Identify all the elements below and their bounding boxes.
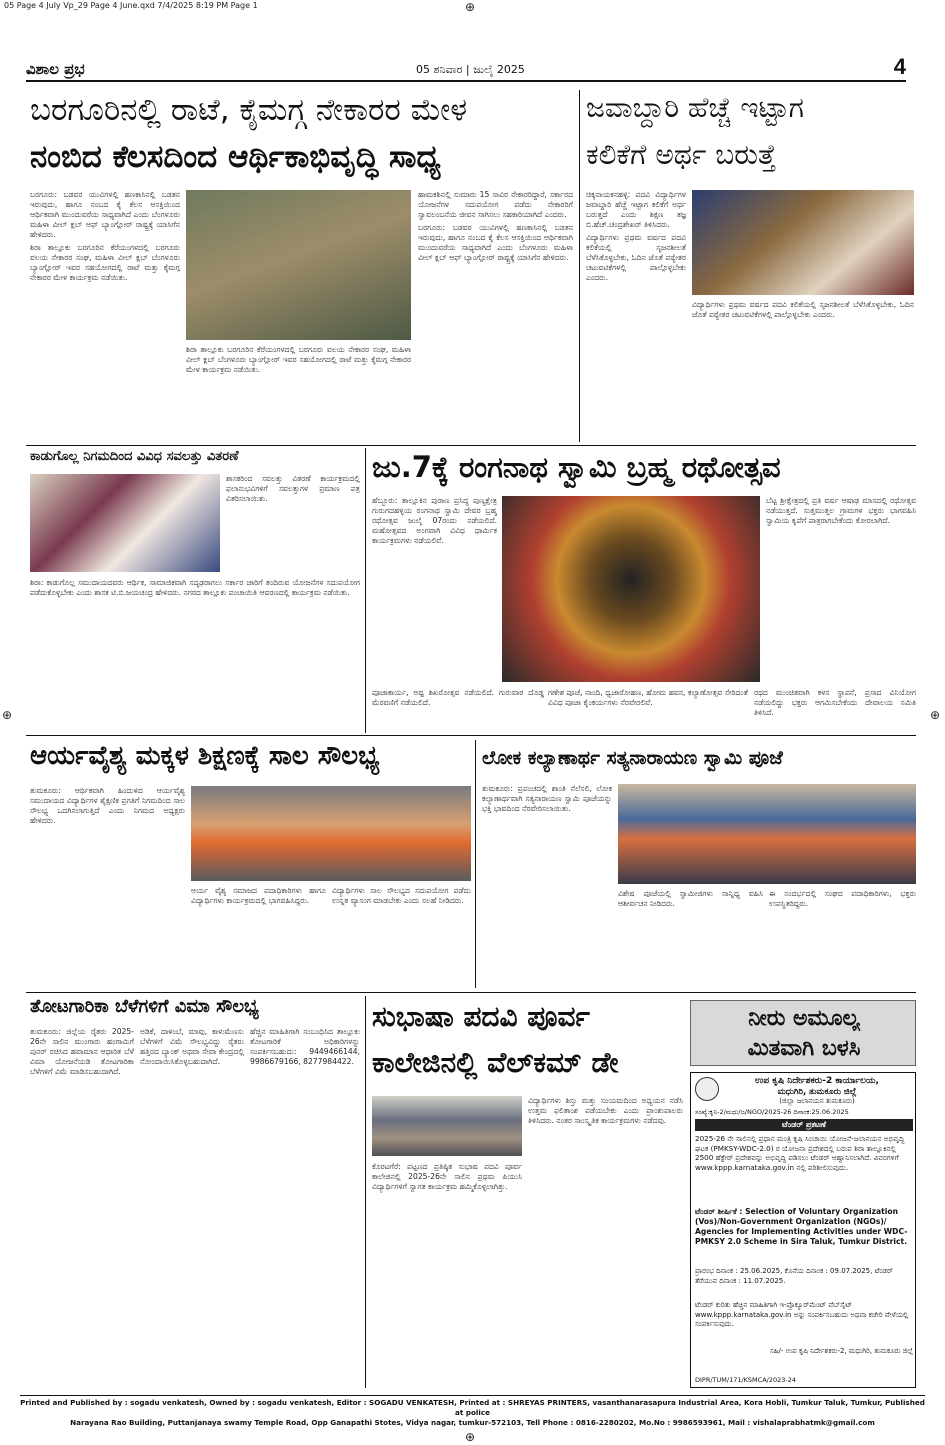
tender-signature: ಸಹಿ/- ಉಪ ಕೃಷಿ ನಿರ್ದೇಶಕರು-2, ಮಧುಗಿರಿ, ತುಮಕೂರು ಜಿಲ್ಲೆ — [769, 1347, 913, 1355]
tender-office-1: ಉಪ ಕೃಷಿ ನಿರ್ದೇಶಕರು-2 ಕಾರ್ಯಾಲಯ, — [755, 1076, 879, 1086]
horticulture-col3 — [250, 1027, 360, 1387]
aryavysya-under-2 — [332, 886, 471, 986]
subhasha-body-left — [372, 1162, 522, 1387]
responsibility-col1-text: ಚಿಕ್ಕನಾಯಕನಹಳ್ಳಿ: ಪದವಿ ವಿದ್ಯಾರ್ಥಿಗಳ ಜವಾಬ್ದಾರಿ ಹೆಚ್ಚೆ ಇಟ್ಟಾಗ ಕಲಿಕೆಗೆ ಅರ್ಥ ಬರುತ್ತದೆ ಎಂದು ಶಿಕ್ಷಣ ತಜ್ಞ ಬಿ.ಹೆಚ್.ಚಂದ್ರಶೇಖರ್ ತಿಳಿಸಿದರು. — [586, 190, 686, 229]
rathotsava-body-left — [372, 496, 497, 682]
water-slogan-box — [690, 1000, 916, 1066]
tender-para-2: ಟೆಂಡರ್ ಕುರಿತು ಹೆಚ್ಚಿನ ಮಾಹಿತಿಗಾಗಿ ಇ-ಪ್ರೊಕ್ಯೂರ್‌ಮೆಂಟ್ ವೆಬ್‌ಸೈಟ್ www.kppp.karnataka.gov.in ಅನ್ನು ಸಂಪರ್ಕಿಸಬಹುದು ಅಥವಾ ಕಚೇರಿ ವೇಳೆಯಲ್ಲಿ ಸಂಪರ್ಕಿಸುವುದು. — [695, 1301, 909, 1328]
imprint-line-2: Narayana Rao Building, Puttanjanaya swamy Temple Road, Opp Ganapathi Stotes, Vidya nagar, tumkur-572103, Tell Phone : 0816-2280202, Mo.No : 9986593961, Mail : vishalaprabhatmk@gmail.com — [70, 1418, 875, 1427]
water-slogan-line-2: ಮಿತವಾಗಿ ಬಳಸಿ — [747, 1037, 861, 1061]
aryavysya-photo — [191, 786, 471, 881]
masthead — [26, 54, 906, 82]
kadugolla-side: ಶಾಸಕರಿಂದ ಸವಲತ್ತು ವಿತರಣೆ ಕಾರ್ಯಕ್ರಮದಲ್ಲಿ ಫಲಾನುಭವಿಗಳಿಗೆ ಸವಲತ್ತುಗಳ ಪ್ರಮಾಣ ಪತ್ರ ವಿತರಿಸಲಾಯಿತು. — [226, 474, 360, 503]
print-slug: 05 Page 4 July Vp_29 Page 4 June.qxd 7/4/2025 8:19 PM Page 1 — [4, 1, 258, 10]
rathotsava-left-text: ಹೆಬ್ಬೂರು: ತಾಲ್ಲೂಕಿನ ಪುರಾಣ ಪ್ರಸಿದ್ಧ ಪುಣ್ಯಕ್ಷೇತ್ರ ಗುರುಗದಹಳ್ಳಿಯ ರಂಗನಾಥ ಸ್ವಾಮಿ ದೇವರ ಬ್ರಹ್ಮ ರಥೋತ್ಸವ ಜುಲೈ 07ರಂದು ನಡೆಯಲಿದೆ. ಮಹೋತ್ಸವದ ಅಂಗವಾಗಿ ವಿವಿಧ ಧಾರ್ಮಿಕ ಕಾರ್ಯಕ್ರಮಗಳು ನಡೆಯಲಿವೆ. — [372, 496, 497, 545]
tender-title: ಟೆಂಡರ್ ಪ್ರಕಟಣೆ — [695, 1119, 913, 1131]
responsibility-photo — [692, 190, 914, 295]
subhasha-body-right — [528, 1096, 683, 1387]
aryavysya-under-1-text: ಆರ್ಯ ವೈಶ್ಯ ಸಮಾಜದ ಪದಾಧಿಕಾರಿಗಳು ಹಾಗೂ ವಿದ್ಯಾರ್ಥಿಗಳು ಕಾರ್ಯಕ್ರಮದಲ್ಲಿ ಭಾಗವಹಿಸಿದ್ದರು. — [191, 886, 326, 905]
rathotsava-right-text: ಬೆಟ್ಟ ಶ್ರೀಕ್ಷೇತ್ರದಲ್ಲಿ ಪ್ರತಿ ವರ್ಷ ಆಷಾಢ ಮಾಸದಲ್ಲಿ ರಥೋತ್ಸವ ನಡೆಯುತ್ತದೆ. ಸುತ್ತಮುತ್ತಲ ಗ್ರಾಮಗಳ ಭಕ್ತರು ಭಾಗವಹಿಸಿ ಸ್ವಾಮಿಯ ಕೃಪೆಗೆ ಪಾತ್ರರಾಗಬೇಕೆಂದು ಕೋರಲಾಗಿದೆ. — [766, 496, 916, 525]
imprint-footer — [20, 1395, 925, 1425]
satyanarayana-left-text: ತುಮಕೂರು: ಪ್ರಪಂಚದಲ್ಲಿ ಶಾಂತಿ ನೆಲೆಸಲಿ, ಲೋಕ ಕಲ್ಯಾಣಾರ್ಥವಾಗಿ ಸತ್ಯನಾರಾಯಣ ಸ್ವಾಮಿ ಪೂಜೆಯನ್ನು ಭಕ್ತಿ ಭಾವದಿಂದ ನೆರವೇರಿಸಲಾಯಿತು. — [482, 784, 612, 813]
column-rule-4 — [365, 996, 366, 1388]
subhasha-headline-2: ಕಾಲೇಜಿನಲ್ಲಿ ವೆಲ್‌ಕಮ್ ಡೇ — [372, 1048, 619, 1079]
subhasha-photo — [372, 1096, 522, 1156]
registration-mark-right: ⊕ — [930, 708, 941, 722]
rathotsava-headline: ಜು.7ಕ್ಕೆ ರಂಗನಾಥ ಸ್ವಾಮಿ ಬ್ರಹ್ಮ ರಥೋತ್ಸವ — [372, 452, 781, 484]
satyanarayana-under-2-text: ಈ ಸಂದರ್ಭದಲ್ಲಿ ಸಂಘದ ಪದಾಧಿಕಾರಿಗಳು, ಭಕ್ತರು ಉಪಸ್ಥಿತರಿದ್ದರು. — [769, 889, 916, 908]
satyanarayana-under-2 — [769, 889, 916, 986]
kadugolla-headline: ಕಾಡುಗೊಲ್ಲ ನಿಗಮದಿಂದ ವಿವಿಧ ಸವಲತ್ತು ವಿತರಣೆ — [30, 450, 239, 464]
rathotsava-body-right — [766, 496, 916, 682]
satyanarayana-photo — [618, 784, 916, 884]
satyanarayana-under-1 — [618, 889, 763, 986]
horticulture-col3-text: ಹೆಚ್ಚಿನ ಮಾಹಿತಿಗಾಗಿ ಸಂಬಂಧಿಸಿದ ತಾಲ್ಲೂಕು ತೋಟಗಾರಿಕೆ ಅಧಿಕಾರಿಗಳನ್ನು ಸಂಪರ್ಕಿಸಬಹುದು: 9449466144, 9986679166, 8277984422. — [250, 1027, 360, 1066]
kadugolla-body-text: ಶಿರಾ: ಕಾಡುಗೊಲ್ಲ ಸಮುದಾಯದವರು ಆರ್ಥಿಕ, ಸಾಮಾಜಿಕವಾಗಿ ಸದೃಢರಾಗಲು ಸರ್ಕಾರ ಜಾರಿಗೆ ತಂದಿರುವ ಯೋಜನೆಗಳ ಸದುಪಯೋಗ ಪಡೆದುಕೊಳ್ಳಬೇಕು ಎಂದು ಶಾಸಕ ಟಿ.ಬಿ.ಜಯಚಂದ್ರ ಹೇಳಿದರು. ನಗರದ ತಾಲ್ಲೂಕು ಪಂಚಾಯಿತಿ ಆವರಣದಲ್ಲಿ ಕಾರ್ಯಕ್ರಮ ನಡೆಯಿತು. — [30, 578, 360, 597]
section-rule-3 — [26, 992, 916, 993]
aryavysya-left-text: ತುಮಕೂರು: ಆರ್ಥಿಕವಾಗಿ ಹಿಂದುಳಿದ ಆರ್ಯವೈಶ್ಯ ಸಮುದಾಯದ ವಿದ್ಯಾರ್ಥಿಗಳ ಶೈಕ್ಷಣಿಕ ಪ್ರಗತಿಗೆ ನಿಗಮದಿಂದ ಸಾಲ ಸೌಲಭ್ಯ ಒದಗಿಸಲಾಗುತ್ತಿದೆ ಎಂದು ನಿಗಮದ ಅಧ್ಯಕ್ಷರು ಹೇಳಿದರು. — [30, 786, 185, 825]
kadugolla-photo — [30, 474, 220, 572]
tender-work: ಟೆಂಡರ್ ಶೀರ್ಷಿಕೆ : Selection of Voluntary Organization (Vos)/Non-Government Organization (NGOs)/ Agencies for Implementing Activities under WDC-PMKSY 2.0 Scheme in Sira Taluk, Tumkur District. — [695, 1207, 908, 1246]
rathotsava-bottom-left — [372, 688, 544, 730]
weavers-body-col3 — [418, 190, 573, 440]
aryavysya-body-left — [30, 786, 185, 986]
weavers-col3-text: ಹಾಮಕಶಿನಲ್ಲಿ ಸುಮಾರು 15 ಸಾವಿರ ನೇಕಾರರಿದ್ದಾರೆ, ಸರ್ಕಾರದ ಯೋಜನೆಗಳ ಸದುಪಯೋಗ ಪಡೆದು ನೇಕಾರರಿಗೆ ಸ್ವಾವಲಂಬನೆಯ ಜೀವನ ಸಾಗಿಸಲು ಸಹಕಾರಿಯಾಗಿದೆ ಎಂದರು. — [418, 190, 573, 219]
aryavysya-under-2-text: ವಿದ್ಯಾರ್ಥಿಗಳು ಸಾಲ ಸೌಲಭ್ಯದ ಸದುಪಯೋಗ ಪಡೆದು ಉನ್ನತ ವ್ಯಾಸಂಗ ಮಾಡಬೇಕು ಎಂದು ಸಲಹೆ ನೀಡಿದರು. — [332, 886, 471, 905]
column-rule-2 — [365, 448, 366, 733]
responsibility-headline-1: ಜವಾಬ್ದಾರಿ ಹೆಚ್ಚೆ ಇಟ್ಟಾಗ — [586, 93, 804, 124]
weavers-headline-2: ನಂಬಿದ ಕೆಲಸದಿಂದ ಆರ್ಥಿಕಾಭಿವೃದ್ಧಿ ಸಾಧ್ಯ — [30, 140, 441, 175]
subhasha-right-text: ವಿದ್ಯಾರ್ಥಿಗಳು ಶಿಸ್ತು ಮತ್ತು ಸಂಯಮದಿಂದ ಅಧ್ಯಯನ ನಡೆಸಿ ಉತ್ತಮ ಫಲಿತಾಂಶ ಪಡೆಯಬೇಕು ಎಂದು ಪ್ರಾಂಶುಪಾಲರು ತಿಳಿಸಿದರು. ನಂತರ ಸಾಂಸ್ಕೃತಿಕ ಕಾರ್ಯಕ್ರಮಗಳು ನಡೆದವು. — [528, 1096, 683, 1125]
weavers-col3-extra: ಬರಗೂರು: ಬಡವರ ಯುವಿಗಳಲ್ಲಿ ಹಣಕಾಸಿನಲ್ಲಿ ಬಡತನ ಇರುವುದು, ಹಾಗೂ ನಂಬದ ಕೈ ಕೆಲಸ ಆಸಕ್ತಿಯಿಂದ ಆರ್ಥಿಕವಾಗಿ ಮುಂದುವರೆಯ ಸಾಧ್ಯವಾಗಿದೆ ಎಂದು ಬೆಂಗಳೂರು ಮಹಿಳಾ ವೀಲ್ ಕ್ಲಬ್ ಆಫ್ ಬ್ಯಾಂಗ್ಲೋರ್ ರಾಷ್ಟ್ರಕ್ಕೆ ಯಾಸಿಗೆನ ಹೇಳಿದರು. — [418, 223, 573, 262]
weavers-under-text: ಶಿರಾ ತಾಲ್ಲೂಕು ಬರಗೂರಿನ ಕೆರೆಯಂಗಳದಲ್ಲಿ ಬರಗೂರು ವಲಯ ನೇಕಾರರ ಸಂಘ, ಮಹಿಳಾ ವೀಲ್ ಕ್ಲಬ್ ಬೆಂಗಳೂರು ಬ್ಯಾಂಗ್ಲೋರ್ ಇವರ ಸಹಯೋಗದಲ್ಲಿ ರಾಟೆ ಮತ್ತು ಕೈಮಗ್ಗ ನೇಕಾರರ ಮೇಳ ಕಾರ್ಯಕ್ರಮ ನಡೆಯಿತು. — [186, 345, 411, 374]
rathotsava-bottom-right-text: ರಥದ ಮುಂಚಿತವಾಗಿ ಕಳಸ ಸ್ಥಾಪನೆ, ಪ್ರಸಾದ ವಿನಿಯೋಗ ನಡೆಯಲಿದ್ದು ಭಕ್ತರು ಆಗಮಿಸಬೇಕೆಂದು ದೇವಾಲಯ ಸಮಿತಿ ತಿಳಿಸಿದೆ. — [754, 688, 916, 717]
water-slogan-line-1: ನೀರು ಅಮೂಲ್ಯ — [748, 1007, 860, 1031]
weavers-headline-1: ಬರಗೂರಿನಲ್ಲಿ ರಾಟೆ, ಕೈಮಗ್ಗ ನೇಕಾರರ ಮೇಳ — [30, 93, 468, 128]
horticulture-col1 — [30, 1027, 134, 1387]
responsibility-headline-2: ಕಲಿಕೆಗೆ ಅರ್ಥ ಬರುತ್ತೆ — [586, 140, 777, 171]
section-rule-1 — [26, 445, 916, 446]
rathotsava-bottom-right — [754, 688, 916, 730]
registration-mark-top: ⊕ — [465, 0, 476, 14]
tender-notice — [690, 1072, 916, 1388]
rathotsava-bottom-left-text: ಪೂಜಾಕಾರ್ಯ, ಅಷ್ಟ ಶಿಖರೋತ್ಸವ ನಡೆಯಲಿದೆ. ಗುರುವಾರ ದೊಡ್ಡ ಮೆರವಣಿಗೆ ನಡೆಯಲಿದೆ. — [372, 688, 544, 707]
subhasha-headline-1: ಸುಭಾಷಾ ಪದವಿ ಪೂರ್ವ — [372, 1002, 590, 1033]
weavers-col2-text: ಶಿರಾ ತಾಲ್ಲೂಕು ಬರಗೂರಿನ ಕೆರೆಯಂಗಳದಲ್ಲಿ ಬರಗೂರು ವಲಯ ನೇಕಾರರ ಸಂಘ, ಮಹಿಳಾ ವೀಲ್ ಕ್ಲಬ್ ಬೆಂಗಳೂರು ಬ್ಯಾಂಗ್ಲೋರ್ ಇವರ ಸಹಯೋಗದಲ್ಲಿ ರಾಟೆ ಮತ್ತು ಕೈಮಗ್ಗ ನೇಕಾರರ ಮೇಳ ಕಾರ್ಯಕ್ರಮ ನಡೆಯಿತು. — [30, 243, 180, 282]
imprint-line-1: Printed and Published by : sogadu venkatesh, Owned by : sogadu venkatesh, Editor : SOGADU VENKATESH, Printed at : SHREYAS PRINTERS, vasanthanarasapura Industrial Area, Kora Hobli, Tumkur Taluk, Tumkur, Published at police — [20, 1398, 925, 1417]
responsibility-under-text: ವಿದ್ಯಾರ್ಥಿಗಳು ಪ್ರಥಮ ವರ್ಷದ ಪದವಿ ಕಲಿಕೆಯಲ್ಲಿ ಸೃಜನಶೀಲತೆ ಬೆಳೆಸಿಕೊಳ್ಳಬೇಕು, ಓದಿನ ಜೊತೆ ಪಠ್ಯೇತರ ಚಟುವಟಿಕೆಗಳಲ್ಲಿ ಪಾಲ್ಗೊಳ್ಳಬೇಕು ಎಂದರು. — [692, 300, 914, 319]
registration-mark-bottom: ⊕ — [465, 1430, 476, 1444]
satyanarayana-under-1-text: ವಿಶೇಷ ಪೂಜೆಯಲ್ಲಿ ಸ್ವಾಮೀಜಿಗಳು ಸಾನ್ನಿಧ್ಯ ವಹಿಸಿ ಆಶೀರ್ವಚನ ನೀಡಿದರು. — [618, 889, 763, 908]
column-rule-3 — [475, 740, 476, 988]
aryavysya-under-1 — [191, 886, 326, 986]
responsibility-body-right — [692, 300, 914, 440]
weavers-body-col1 — [30, 190, 180, 440]
paper-name: ವಿಶಾಲ ಪ್ರಭ — [26, 60, 85, 78]
responsibility-col2-text: ವಿದ್ಯಾರ್ಥಿಗಳು ಪ್ರಥಮ ವರ್ಷದ ಪದವಿ ಕಲಿಕೆಯಲ್ಲಿ ಸೃಜನಶೀಲತೆ ಬೆಳೆಸಿಕೊಳ್ಳಬೇಕು, ಓದಿನ ಜೊತೆ ಪಠ್ಯೇತರ ಚಟುವಟಿಕೆಗಳಲ್ಲಿ ಪಾಲ್ಗೊಳ್ಳಬೇಕು ಎಂದರು. — [586, 233, 686, 282]
weavers-col1-text: ಬರಗೂರು: ಬಡವರ ಯುವಿಗಳಲ್ಲಿ ಹಣಕಾಸಿನಲ್ಲಿ ಬಡತನ ಇರುವುದು, ಹಾಗೂ ನಂಬದ ಕೈ ಕೆಲಸ ಆಸಕ್ತಿಯಿಂದ ಆರ್ಥಿಕವಾಗಿ ಮುಂದುವರೆಯ ಸಾಧ್ಯವಾಗಿದೆ ಎಂದು ಬೆಂಗಳೂರು ಮಹಿಳಾ ವೀಲ್ ಕ್ಲಬ್ ಆಫ್ ಬ್ಯಾಂಗ್ಲೋರ್ ರಾಷ್ಟ್ರಕ್ಕೆ ಯಾಸಿಗೆನ ಹೇಳಿದರು. — [30, 190, 180, 239]
tender-ref: ಸಂಖ್ಯೆ:ಕೃನಿ-2/ಮಧು/ಜ/NGO/2025-26 ದಿನಾಂಕ:25.06.2025 — [695, 1108, 849, 1116]
satyanarayana-body-left — [482, 784, 612, 986]
tender-dipr-code: DIPR/TUM/171/KSMCA/2023-24 — [695, 1376, 797, 1384]
column-rule — [579, 90, 580, 442]
rathotsava-photo — [502, 496, 760, 682]
weavers-photo — [186, 190, 411, 340]
responsibility-body-left — [586, 190, 686, 440]
tender-office-2: ಮಧುಗಿರಿ, ತುಮಕೂರು ಜಿಲ್ಲೆ — [777, 1087, 857, 1097]
page-number: 4 — [893, 54, 906, 79]
weavers-body-under-photo — [186, 345, 411, 440]
tender-para-1: 2025-26 ನೇ ಸಾಲಿನಲ್ಲಿ ಪ್ರಧಾನ ಮಂತ್ರಿ ಕೃಷಿ ಸಿಂಚಾಯಿ ಯೋಜನೆ-ಜಲಾನಯನ ಅಭಿವೃದ್ಧಿ ಘಟಕ (PMKSY-WDC-2.0) ರ ಯೋಜನಾ ಪ್ರದೇಶದಲ್ಲಿ ಬರುವ ಶಿರಾ ತಾಲ್ಲೂಕಿನಲ್ಲಿ 2500 ಹೆಕ್ಟೇರ್ ಪ್ರದೇಶವನ್ನು ಅಭಿವೃದ್ಧಿ ಪಡಿಸಲು ಟೆಂಡರ್ ಆಹ್ವಾನಿಸಲಾಗಿದೆ. ವಿವರಗಳಿಗೆ www.kppp.karnataka.gov.in ನಲ್ಲಿ ಪರಿಶೀಲಿಸುವುದು. — [695, 1134, 905, 1172]
tender-office-3: (ಜಿಲ್ಲಾ ಜಲಾನಯನ ತುಮಕೂರು) — [779, 1097, 855, 1105]
horticulture-headline: ತೋಟಗಾರಿಕಾ ಬೆಳೆಗಳಿಗೆ ವಿಮಾ ಸೌಲಭ್ಯ — [30, 997, 259, 1017]
subhasha-left-text: ಕೊರಟಗೆರೆ: ಪಟ್ಟಣದ ಪ್ರತಿಷ್ಠಿತ ಸುಭಾಷ ಪದವಿ ಪೂರ್ವ ಕಾಲೇಜಿನಲ್ಲಿ 2025-26ನೇ ಸಾಲಿನ ಪ್ರಥಮ ಪಿಯುಸಿ ವಿದ್ಯಾರ್ಥಿಗಳಿಗೆ ಸ್ವಾಗತ ಕಾರ್ಯಕ್ರಮ ಹಮ್ಮಿಕೊಳ್ಳಲಾಗಿತ್ತು. — [372, 1162, 522, 1191]
rathotsava-bottom-mid — [548, 688, 748, 730]
horticulture-col2-text: ಅಡಿಕೆ, ದಾಳಿಂಬೆ, ಮಾವು, ಕಾಳುಮೆಣಸು ಬೆಳೆಗಳಿಗೆ ವಿಮೆ ಸೌಲಭ್ಯವಿದ್ದು ರೈತರು ಹತ್ತಿರದ ಬ್ಯಾಂಕ್ ಅಥವಾ ಸೇವಾ ಕೇಂದ್ರದಲ್ಲಿ ನೋಂದಾಯಿಸಿಕೊಳ್ಳಬಹುದಾಗಿದೆ. — [140, 1027, 244, 1066]
aryavysya-headline: ಆರ್ಯವೈಶ್ಯ ಮಕ್ಕಳ ಶಿಕ್ಷಣಕ್ಕೆ ಸಾಲ ಸೌಲಭ್ಯ — [30, 742, 380, 771]
issue-date: 05 ಶನಿವಾರ | ಜುಲೈ 2025 — [416, 63, 525, 76]
kadugolla-body — [30, 578, 360, 728]
horticulture-col2 — [140, 1027, 244, 1387]
section-rule-2 — [26, 735, 916, 736]
kadugolla-side-text — [226, 474, 360, 572]
registration-mark-left: ⊕ — [2, 708, 13, 722]
tender-dates: ಪ್ರಾರಂಭ ದಿನಾಂಕ : 25.06.2025, ಕೊನೆಯ ದಿನಾಂಕ : 09.07.2025, ಟೆಂಡರ್ ತೆರೆಯುವ ದಿನಾಂಕ : 11.07.2025. — [695, 1267, 893, 1285]
satyanarayana-headline: ಲೋಕ ಕಲ್ಯಾಣಾರ್ಥ ಸತ್ಯನಾರಾಯಣ ಸ್ವಾಮಿ ಪೂಜೆ — [482, 748, 783, 769]
horticulture-col1-text: ತುಮಕೂರು: ಜಿಲ್ಲೆಯ ರೈತರು 2025-26ನೇ ಸಾಲಿನ ಮುಂಗಾರು ಹಂಗಾಮಿಗೆ ಪುನರ್ ರಚಿಸಿದ ಹವಾಮಾನ ಆಧಾರಿತ ಬೆಳೆ ವಿಮಾ ಯೋಜನೆಯಡಿ ತೋಟಗಾರಿಕಾ ಬೆಳೆಗಳಿಗೆ ವಿಮೆ ಮಾಡಿಸಬಹುದಾಗಿದೆ. — [30, 1027, 134, 1076]
rathotsava-bottom-mid-text: ಗಣೇಶ ಪೂಜೆ, ನಾಂದಿ, ಧ್ವಜಾರೋಹಣ, ಹೋಮ ಹವನ, ಕಲ್ಯಾಣೋತ್ಸವ ಸೇರಿದಂತೆ ವಿವಿಧ ಪೂಜಾ ಕೈಂಕರ್ಯಗಳು ನೆರವೇರಲಿವೆ. — [548, 688, 748, 707]
government-seal-icon — [695, 1077, 719, 1101]
